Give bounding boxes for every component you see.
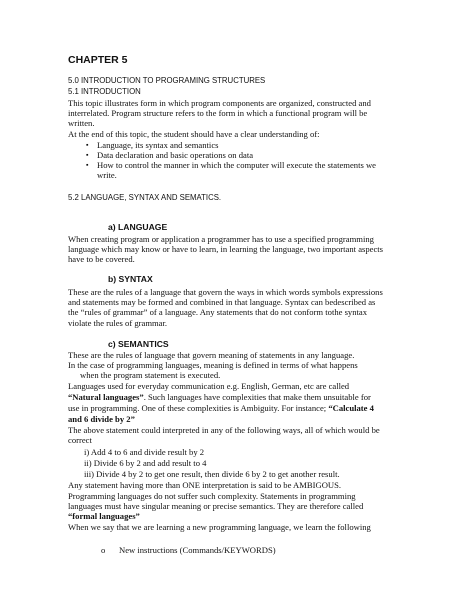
intro-line-4: At the end of this topic, the student should have a clear understanding of: (68, 129, 320, 139)
semantics-line-8: The above statement could interpreted in any of the following ways, all of which would be (68, 425, 380, 435)
language-line-3: have to be covered. (68, 254, 135, 264)
intro-line-2: interrelated. Program structure refers to the form in which a functional program will be (68, 108, 368, 118)
intro-line-3: written. (68, 118, 95, 128)
bullet-item-3: How to control the manner in which the computer will execute the statements we (97, 160, 376, 170)
semantics-line-6 (68, 403, 374, 413)
bullet-square-icon: ▪ (86, 151, 89, 159)
semantics-line-11: Programming languages do not suffer such complexity. Statements in programming (68, 491, 356, 501)
language-line-2: language which may know or have to learn, in learning the language, two important aspects (68, 244, 384, 254)
semantics-line-4: Languages used for everyday communication e.g. English, German, etc are called (68, 381, 350, 391)
bullet-square-icon: ▪ (86, 141, 89, 149)
section-heading-5-1: 5.1 INTRODUCTION (68, 87, 141, 96)
semantics-line-1: These are the rules of language that govern meaning of statements in any language. (68, 350, 355, 360)
list-circle-icon: o (101, 545, 106, 555)
bullet-item-1: Language, its syntax and semantics (97, 140, 219, 150)
syntax-heading: b) SYNTAX (108, 274, 153, 284)
syntax-line-1: These are the rules of a language that govern the ways in which words symbols expressions (68, 287, 383, 297)
chapter-title: CHAPTER 5 (68, 54, 128, 66)
semantics-line-6-text: use in programming. One of these complexities is Ambiguity. For instance; (68, 403, 329, 413)
section-heading-5-0: 5.0 INTRODUCTION TO PROGRAMING STRUCTURES (68, 76, 266, 85)
semantics-line-10: Any statement having more than ONE interpretation is said to be AMBIGOUS. (68, 480, 342, 490)
bullet-item-2: Data declaration and basic operations on data (97, 150, 254, 160)
semantics-line-5-rest: . Such languages have complexities that make them unsuitable for (143, 392, 371, 402)
syntax-line-2: and statements may be formed and combined in that language. Syntax can bedescribed as (68, 297, 376, 307)
language-heading: a) LANGUAGE (108, 222, 168, 232)
semantics-line-9: correct (68, 435, 92, 445)
example-statement-part-1: “Calculate 4 (328, 403, 374, 413)
semantics-line-14: When we say that we are learning a new programming language, we learn the following (68, 522, 371, 532)
bullet-square-icon: ▪ (86, 161, 89, 169)
semantics-heading: c) SEMANTICS (108, 339, 169, 349)
list-item-new-instructions: New instructions (Commands/KEYWORDS) (119, 545, 276, 555)
semantics-line-5 (68, 392, 371, 402)
semantics-line-3: when the program statement is executed. (80, 370, 221, 380)
semantics-line-12: languages must have singular meaning or precise semantics. They are therefore called (68, 501, 364, 511)
language-line-1: When creating program or application a programmer has to use a specified programming (68, 234, 374, 244)
bullet-item-3-continued: write. (97, 170, 117, 180)
section-heading-5-2: 5.2 LANGUAGE, SYNTAX AND SEMATICS. (68, 193, 222, 202)
intro-line-1: This topic illustrates form in which program components are organized, constructed and (68, 98, 371, 108)
formal-languages-term: “formal languages” (68, 511, 140, 521)
interpretation-item-2: ii) Divide 6 by 2 and add result to 4 (84, 458, 207, 468)
interpretation-item-1: i) Add 4 to 6 and divide result by 2 (84, 447, 205, 457)
syntax-line-4: violate the rules of grammar. (68, 318, 168, 328)
example-statement-part-2: and 6 divide by 2” (68, 414, 135, 424)
interpretation-item-3: iii) Divide 4 by 2 to get one result, then divide 6 by 2 to get another result. (84, 469, 340, 479)
natural-languages-term: “Natural languages” (68, 392, 144, 402)
semantics-line-2: In the case of programming languages, meaning is defined in terms of what happens (68, 360, 358, 370)
syntax-line-3: the “rules of grammar” of a language. Any statements that do not conform tothe syntax (68, 307, 368, 317)
